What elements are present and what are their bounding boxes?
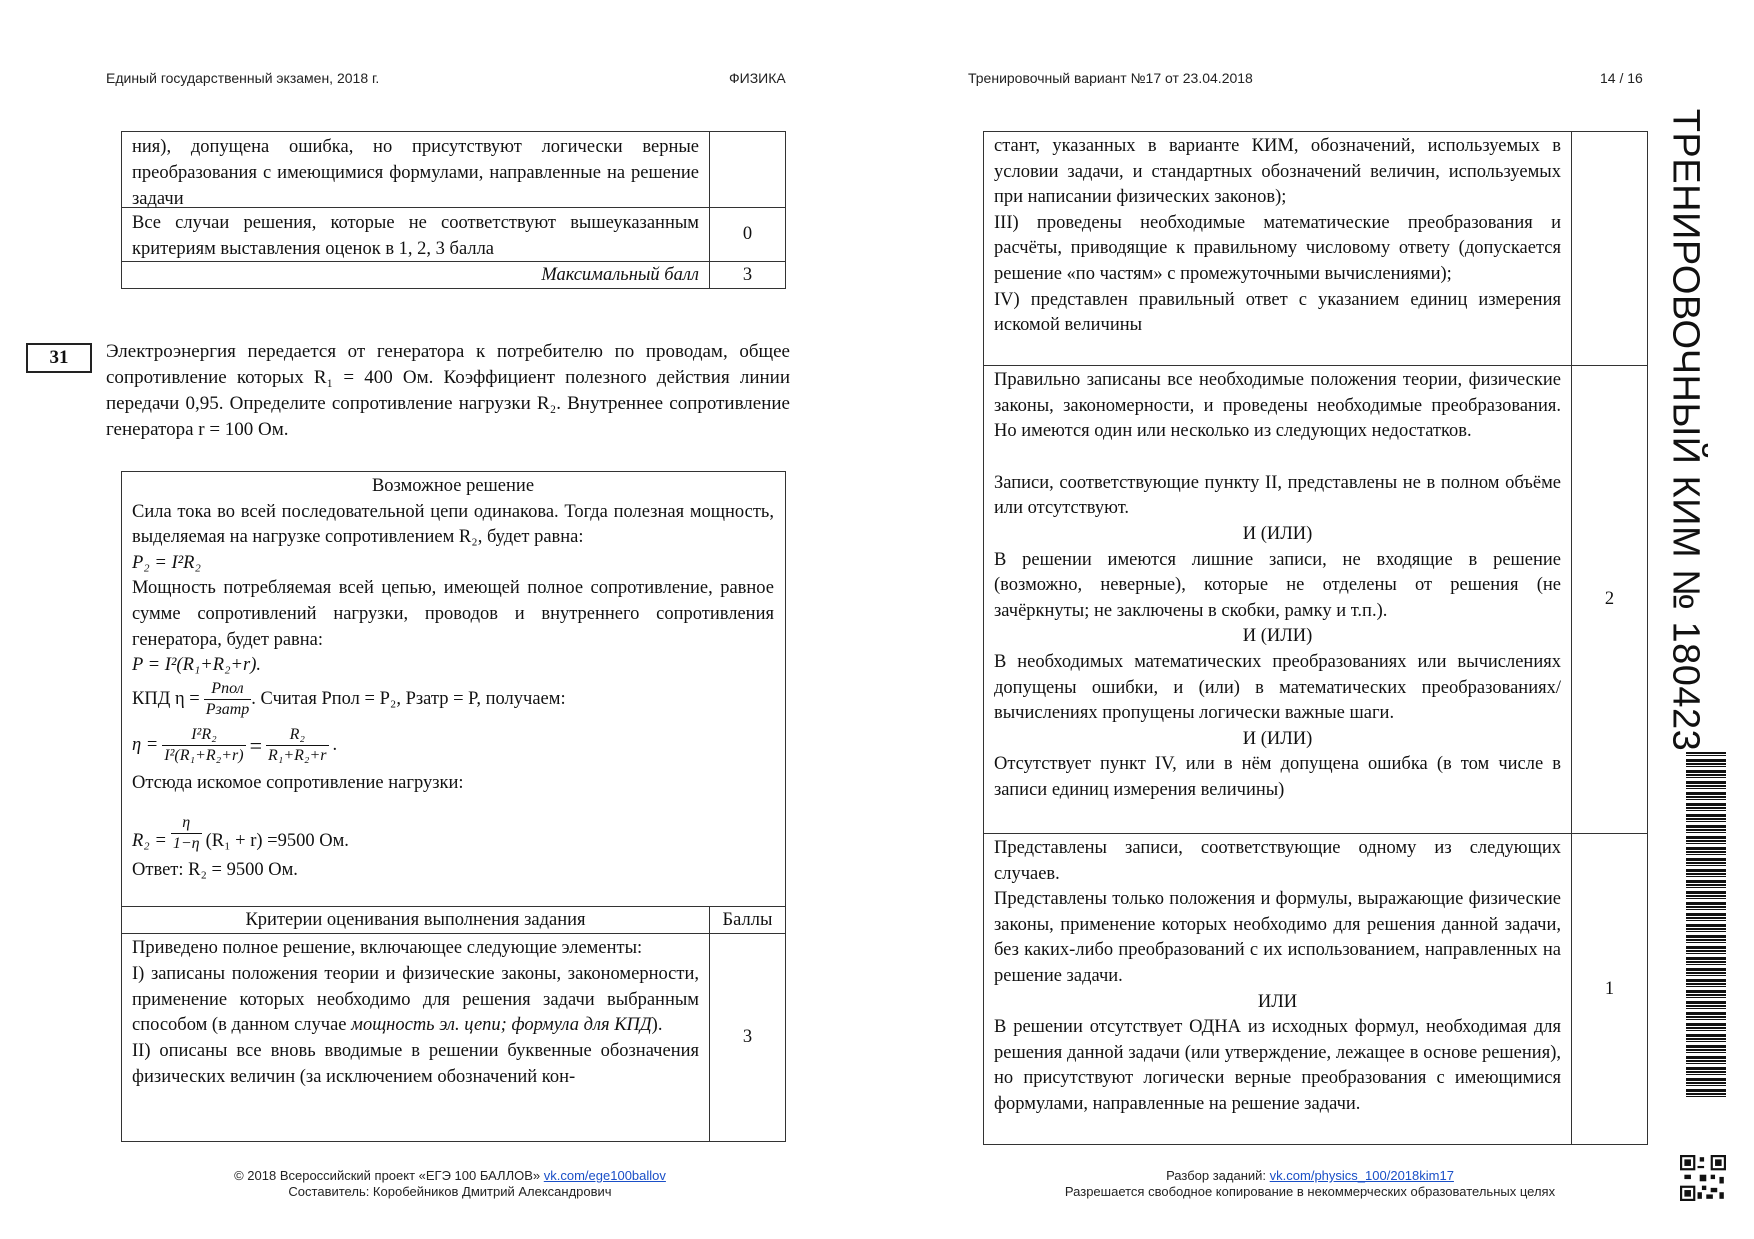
criteria-text: Правильно записаны все необходимые положения теории, физические законы, закономерности, и проведены необходимые преобразования. Но имеются один или несколько из следующих недостатков. bbox=[994, 370, 1561, 442]
or-separator: ИЛИ bbox=[1257, 991, 1298, 1012]
task-statement: Электроэнергия передается от генератора к потребителю по проводам, общее сопротивление которых R₁ = 400 Ом. Коэффициент полезного действия линии передачи 0,95. Определите сопротивление нагрузки R₂. Внутреннее сопротивление генератора r = 100 Ом. bbox=[106, 341, 790, 440]
solution-heading: Возможное решение bbox=[371, 476, 535, 496]
max-score-label: Максимальный балл bbox=[541, 265, 699, 285]
and-or-separator: И (ИЛИ) bbox=[1242, 728, 1313, 749]
criteria-text: Записи, соответствующие пункту II, представлены не в полном объёме или отсутствуют. bbox=[994, 472, 1561, 519]
criteria-text: Представлены записи, соответствующие одному из следующих случаев. bbox=[994, 838, 1561, 884]
task-number-box: 31 bbox=[26, 343, 92, 373]
criteria-column-header: Критерии оценивания выполнения задания bbox=[245, 910, 586, 930]
analysis-link[interactable]: vk.com/physics_100/2018kim17 bbox=[1269, 1168, 1454, 1183]
table-row bbox=[122, 207, 785, 261]
table-row bbox=[984, 365, 1647, 833]
criteria-text: I) записаны положения теории и физические законы, закономерности, применение которых необходимо для решения задачи выбранным способом (в данном случае мощность эл. цепи; формула для КПД). bbox=[132, 963, 699, 1036]
table-row bbox=[122, 261, 785, 288]
criteria-text: II) описаны все вновь вводимые в решении буквенные обозначения физических величин (за исключением обозначений кон- bbox=[132, 1041, 699, 1087]
criteria-text: стант, указанных в варианте КИМ, обозначений, используемых в условии задачи, и стандартных обозначений величин, используемых при написании физических законов); bbox=[994, 136, 1561, 208]
criteria-score bbox=[709, 132, 785, 207]
and-or-separator: И (ИЛИ) bbox=[1242, 626, 1313, 647]
formula-efficiency-definition: КПД η = $\frac{\text{Pпол}}{\text{Pзатр}}$ . Считая Pпол = P₂, Pзатр = P, получаем: bbox=[132, 680, 566, 719]
project-link[interactable]: vk.com/ege100ballov bbox=[543, 1168, 666, 1183]
criteria-text: Все случаи решения, которые не соответствуют вышеуказанным критериям выставления оценок в 1, 2, 3 балла bbox=[132, 213, 699, 259]
criteria-text: ния), допущена ошибка, но присутствуют логически верные преобразования с имеющимися формулами, направленные на решение задачи bbox=[132, 137, 699, 209]
and-or-separator: И (ИЛИ) bbox=[1242, 523, 1313, 544]
footer-left: © 2018 Всероссийский проект «ЕГЭ 100 БАЛЛОВ» vk.com/ege100ballov Составитель: Коробейников Дмитрий Александрович bbox=[234, 1168, 666, 1199]
criteria-text: В необходимых математических преобразованиях или вычислениях допущены ошибки, и (или) в математических преобразованиях/ вычислениях пропущены логически важные шаги. bbox=[994, 651, 1561, 724]
header-variant: Тренировочный вариант №17 от 23.04.2018 bbox=[968, 70, 1253, 86]
fraction: $\frac{\text{R₂}}{\text{R₁+R₂+r}}$ bbox=[268, 726, 327, 765]
criteria-text: Отсутствует пункт IV, или в нём допущена ошибка (в том числе в записи единиц измерения величины) bbox=[994, 754, 1561, 800]
criteria-text: Приведено полное решение, включающее следующие элементы: bbox=[132, 938, 643, 958]
points-column-header: Баллы bbox=[709, 907, 785, 933]
solution-table bbox=[121, 471, 786, 1142]
header-exam-title: Единый государственный экзамен, 2018 г. bbox=[106, 70, 380, 86]
criteria-header-row bbox=[122, 906, 785, 933]
criteria-score: 2 bbox=[1571, 366, 1647, 833]
table-row bbox=[122, 933, 785, 1141]
table-row bbox=[122, 132, 785, 207]
criteria-text: III) проведены необходимые математические преобразования и расчёты, приводящие к правильному числовому ответу (допускается решение «по частям» с промежуточными вычислениями); bbox=[994, 212, 1561, 284]
fraction: $\frac{\text{I²R₂}}{\text{I²(R₁+R₂+r)}}$ bbox=[164, 726, 244, 765]
criteria-score: 3 bbox=[709, 934, 785, 1141]
footer-right: Разбор заданий: vk.com/physics_100/2018kim17 Разрешается свободное копирование в некоммерческих образовательных целях bbox=[1064, 1168, 1556, 1199]
criteria-text: IV) представлен правильный ответ с указанием единиц измерения искомой величины bbox=[994, 289, 1561, 336]
qr-code bbox=[1680, 1155, 1726, 1201]
criteria-text: В решении имеются лишние записи, не входящие в решение (возможно, неверные), которые не отделены от решения (не зачёркнуты; не заключены в скобки, рамку и т.п.). bbox=[994, 549, 1561, 621]
solution-paragraph: Сила тока во всей последовательной цепи одинакова. Тогда полезная мощность, выделяемая на нагрузке сопротивлением R₂, будет равна: bbox=[132, 501, 774, 548]
header-page-number: 14 / 16 bbox=[1600, 70, 1643, 86]
max-score-value: 3 bbox=[709, 262, 785, 288]
formula-useful-power: P₂ = I²R₂ bbox=[132, 552, 201, 573]
table-row bbox=[984, 132, 1647, 365]
solution-answer: Ответ: R₂ = 9500 Ом. bbox=[132, 860, 298, 881]
barcode bbox=[1686, 752, 1726, 1100]
solution-paragraph: Отсюда искомое сопротивление нагрузки: bbox=[132, 772, 464, 793]
solution-paragraph: Мощность потребляемая всей цепью, имеющей полное сопротивление, равное сумме сопротивлений нагрузки, проводов и внутреннего сопротивления генератора, будет равна: bbox=[132, 578, 774, 650]
solution-block bbox=[122, 472, 785, 906]
side-variant-title: ТРЕНИРОВОЧНЫЙ КИМ № 180423 bbox=[1664, 108, 1707, 752]
criteria-table-continued bbox=[983, 131, 1648, 1145]
formula-efficiency-derivation: η = $\frac{\text{I²R₂}}{\text{I²(R₁+R₂+r)}}$ = $\frac{\text{R₂}}{\text{R₁+R₂+r}}$ . bbox=[132, 726, 338, 765]
formula-load-resistance: R₂ = $\frac{\eta}{1-\eta}$ (R₁ + r) =9500 Ом. bbox=[132, 814, 349, 853]
criteria-text: В решении отсутствует ОДНА из исходных формул, необходимая для решения данной задачи (или утверждение, лежащее в основе решения), но присутствуют логически верные преобразования с имеющимися формулами, направленные на решение задачи. bbox=[994, 1017, 1561, 1114]
fraction: $\frac{\eta}{1-\eta}$ bbox=[172, 814, 200, 853]
table-row bbox=[984, 833, 1647, 1144]
fraction: $\frac{\text{Pпол}}{\text{Pзатр}}$ bbox=[205, 680, 250, 719]
criteria-text: Представлены только положения и формулы, выражающие физические законы, применение которых необходимо для решения данной задачи, без каких-либо преобразований с их использованием, направленных на решение задачи. bbox=[994, 889, 1561, 986]
criteria-score: 0 bbox=[709, 208, 785, 261]
header-subject: ФИЗИКА bbox=[729, 70, 786, 86]
top-criteria-table bbox=[121, 131, 786, 289]
criteria-score: 1 bbox=[1571, 834, 1647, 1144]
formula-total-power: P = I²(R₁+R₂+r). bbox=[132, 655, 261, 676]
